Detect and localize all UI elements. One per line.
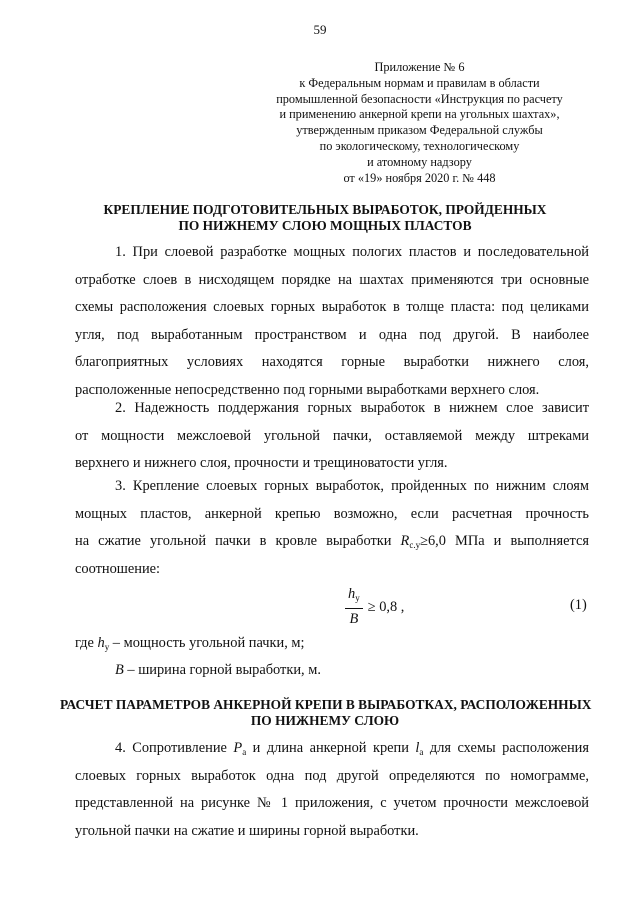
text-run: ≥6,0 МПа и выполняется (420, 533, 589, 550)
variable-h: h (97, 635, 105, 651)
formula-relation: ≥ 0,8 , (367, 598, 405, 615)
text-run: 4. Сопротивление (115, 740, 234, 756)
variable-r: R (400, 533, 410, 550)
paragraph-line: 1. При слоевой разработке мощных пологих пластов и последовательной (115, 244, 589, 260)
paragraph-line: отработке слоев в нисходящем порядке на шахтах применяются три основные (75, 271, 589, 288)
paragraph-line: схемы расположения слоевых горных выработок в толще пласта: под целиками (75, 299, 589, 316)
variable-l: l (415, 740, 420, 756)
paragraph-4 (75, 735, 589, 845)
formula-numerator (345, 586, 363, 609)
heading-line: КРЕПЛЕНИЕ ПОДГОТОВИТЕЛЬНЫХ ВЫРАБОТОК, ПРОЙДЕННЫХ (103, 202, 547, 217)
formula-fraction (345, 586, 363, 628)
section-heading-fastening (60, 202, 590, 234)
numerator-subscript: у (355, 593, 360, 603)
appendix-line: к Федеральным нормам и правилам в области (299, 75, 540, 90)
variable-subscript: у (104, 642, 110, 652)
paragraph-line: соотношение: (75, 560, 161, 577)
appendix-line: утвержденным приказом Федеральной службы (296, 123, 543, 138)
text-run: – ширина горной выработки, м. (123, 662, 321, 678)
variable-p: P (233, 740, 243, 756)
heading-line: РАСЧЕТ ПАРАМЕТРОВ АНКЕРНОЙ КРЕПИ В ВЫРАБОТКАХ, РАСПОЛОЖЕННЫХ (60, 697, 592, 712)
variable-subscript: а (419, 747, 424, 757)
paragraph-line: слоевых горных выработок одна под другой определяются по номограмме, (75, 767, 589, 784)
variable-subscript: с.у (409, 540, 421, 551)
paragraph-line: от мощности межслоевой угольной пачки, оставляемой между штреками (75, 427, 589, 444)
paragraph-line: угольной пачки на сжатие и ширины горной выработки. (75, 822, 419, 839)
paragraph-line: благоприятных условиях находятся горные выработки нижнего слоя, (75, 354, 589, 371)
heading-line: ПО НИЖНЕМУ СЛОЮ МОЩНЫХ ПЛАСТОВ (178, 218, 472, 233)
paragraph-1 (75, 239, 589, 405)
text-run: для схемы расположения (423, 740, 590, 756)
appendix-line: от «19» ноября 2020 г. № 448 (343, 170, 496, 185)
paragraph-line: верхнего и нижнего слоя, прочности и трещиноватости угля. (75, 455, 448, 472)
page-number: 59 (313, 22, 327, 37)
heading-line: ПО НИЖНЕМУ СЛОЮ (250, 713, 400, 728)
variable-subscript: а (242, 747, 247, 757)
paragraph-3 (75, 473, 589, 583)
paragraph-line: 2. Надежность поддержания горных выработок в нижнем слое зависит (115, 400, 589, 416)
formula-denominator: B (349, 611, 359, 627)
paragraph-2 (75, 395, 589, 478)
variable-b: B (115, 662, 124, 678)
equation-number: (1) (570, 597, 587, 613)
paragraph-line: мощных пластов, анкерной крепью возможно, если расчетная прочность (75, 505, 589, 522)
paragraph-line: 3. Крепление слоевых горных выработок, пройденных по нижним слоям (115, 478, 589, 494)
appendix-line: промышленной безопасности «Инструкция по расчету (276, 91, 563, 106)
paragraph-line-with-variable (75, 528, 589, 556)
text-run: – мощность угольной пачки, м; (109, 635, 305, 651)
text-run: где (75, 635, 98, 651)
where-line-2 (115, 657, 321, 685)
appendix-line: Приложение № 6 (374, 60, 465, 74)
appendix-line: и атомному надзору (367, 154, 472, 169)
appendix-line: и применению анкерной крепи на угольных шахтах», (279, 107, 560, 122)
section-heading-calculation (60, 697, 590, 729)
paragraph-line: представленной на рисунке № 1 приложения, с учетом прочности межслоевой (75, 795, 589, 812)
paragraph-line: угля, под выработанным пространством и одна под другой. В наиболее (75, 326, 589, 343)
paragraph-line: расположенные непосредственно под горными выработками верхнего слоя. (75, 381, 540, 398)
numerator-variable: h (348, 586, 356, 602)
text-run: и длина анкерной крепи (246, 740, 416, 756)
text-run: на сжатие угольной пачки в кровле выработки (75, 533, 401, 550)
formula-1 (345, 586, 404, 628)
paragraph-line-with-variables (75, 735, 589, 763)
appendix-line: по экологическому, технологическому (319, 138, 520, 153)
appendix-header (252, 60, 587, 186)
